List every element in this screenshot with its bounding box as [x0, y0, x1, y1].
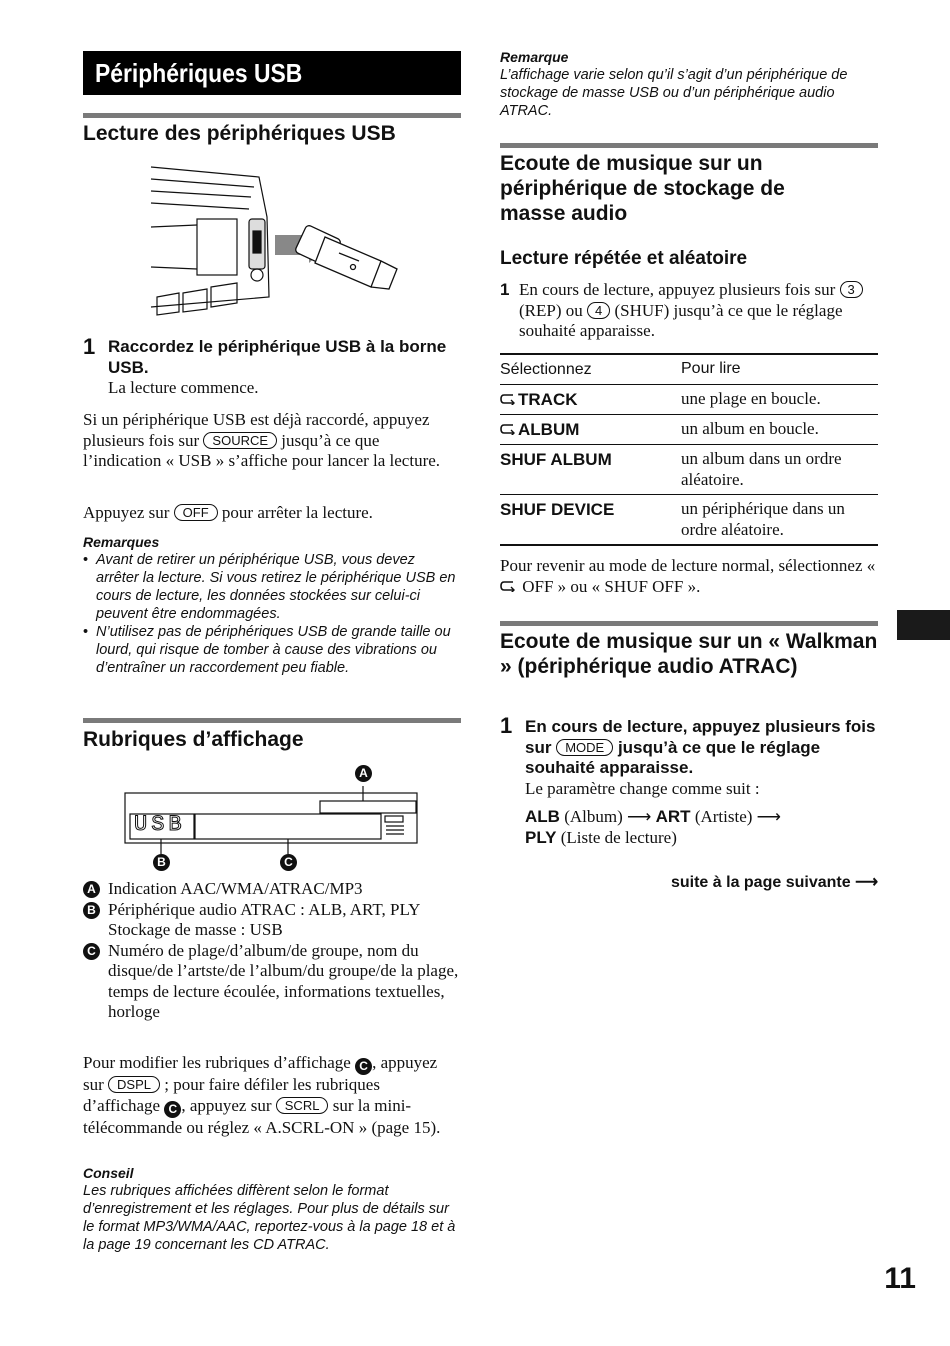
table-cell: SHUF ALBUM — [500, 445, 681, 495]
sequence-code: ALB — [525, 807, 560, 826]
section-heading-mass-storage: Ecoute de musique sur un périphérique de stockage de masse audio — [500, 152, 785, 225]
step-text — [500, 280, 878, 342]
note-item: • Avant de retirer un périphérique USB, vous devez arrêter la lecture. Si vous retirez le périphérique USB en cours de lecture, les données stockées sur celui-ci peuvent être endommagées. — [83, 551, 461, 623]
table-row — [500, 385, 878, 415]
text-segment: ; pour faire défiler les rubriques d’affichage — [83, 1075, 380, 1115]
text-segment: (REP) ou — [519, 300, 583, 320]
sequence-label: (Artiste) — [694, 807, 753, 826]
mode-sequence — [525, 807, 878, 848]
text-segment: Appuyez sur — [83, 503, 170, 522]
column-header: Pour lire — [681, 354, 878, 385]
selection-table — [500, 353, 878, 546]
step-instruction: Raccordez le périphérique USB à la borne USB. — [108, 337, 447, 377]
sequence-label: (Liste de lecture) — [560, 827, 677, 847]
arrow-right-icon: ⟶ — [855, 874, 878, 891]
text-segment: pour arrêter la lecture. — [221, 503, 373, 522]
paragraph-off — [83, 503, 461, 524]
step-number: 1 — [83, 334, 96, 359]
continued-note — [671, 873, 878, 893]
off-button: OFF — [174, 504, 218, 521]
table-cell: un album en boucle. — [681, 415, 878, 445]
section-heading-usb: Lecture des périphériques USB — [83, 122, 396, 145]
arrow-right-icon: ⟶ — [627, 807, 652, 826]
table-cell: une plage en boucle. — [681, 385, 878, 415]
dspl-button: DSPL — [108, 1076, 160, 1093]
page-title: Périphériques USB — [95, 58, 303, 88]
text-segment: , appuyez sur — [181, 1095, 272, 1115]
section-rule — [500, 143, 878, 148]
paragraph-return-normal — [500, 556, 878, 597]
text-segment: (SHUF) jusqu’à ce que le réglage souhaité apparaisse. — [519, 300, 843, 340]
text-segment: OFF » ou « SHUF OFF ». — [522, 576, 701, 596]
section-heading-display: Rubriques d’affichage — [83, 728, 304, 751]
cell-text: ALBUM — [518, 420, 580, 439]
paragraph-dspl — [83, 1053, 461, 1138]
mode-button: MODE — [556, 739, 613, 756]
text-segment: En cours de lecture, appuyez plusieurs fois sur — [525, 717, 876, 757]
section-heading-walkman: Ecoute de musique sur un « Walkman » (périphérique audio ATRAC) — [500, 630, 878, 678]
page-title-bar — [83, 51, 461, 95]
arrow-right-icon: ⟶ — [756, 807, 782, 826]
display-items-list — [83, 879, 461, 1023]
text-segment: jusqu’à ce que l’indication « USB » s’affiche pour lancer la lecture. — [83, 430, 441, 470]
table-row — [500, 445, 878, 495]
item-letter: A — [83, 881, 100, 898]
table-cell: SHUF DEVICE — [500, 495, 681, 546]
list-item — [83, 879, 461, 900]
text-segment: , appuyez sur — [83, 1053, 438, 1094]
remark-title: Remarque — [500, 49, 569, 65]
repeat-icon — [500, 419, 518, 440]
text-segment: En cours de lecture, appuyez plusieurs fois sur — [519, 280, 836, 299]
continued-text: suite à la page suivante — [670, 874, 851, 891]
sequence-code: PLY — [525, 827, 557, 847]
callout-c: C — [280, 854, 297, 871]
step-1-block — [108, 337, 461, 399]
item-letter: C — [83, 943, 100, 960]
sequence-code: ART — [655, 807, 691, 826]
section-rule — [500, 621, 878, 626]
remark-text: L’affichage varie selon qu’il s’agit d’un périphérique de stockage de masse USB ou d’un périphérique audio ATRAC. — [500, 67, 848, 119]
column-header: Sélectionnez — [500, 354, 681, 385]
tip-text: Les rubriques affichées diffèrent selon le format d’enregistrement et les réglages. Pour plus de détails sur le format MP3/WMA/AAC, reportez-vous à la page 18 et à la page 19 concernant les CD ATRAC. — [83, 1183, 456, 1253]
display-diagram — [123, 762, 423, 877]
repeat-icon — [500, 577, 518, 598]
item-text: Indication AAC/WMA/ATRAC/MP3 — [108, 879, 363, 898]
text-segment: sur la mini-télécommande ou réglez « A.SCRL-ON » (page 15). — [83, 1095, 441, 1137]
step-1-repeat — [500, 280, 878, 342]
paragraph-source — [83, 410, 461, 472]
remark-block — [500, 48, 878, 120]
cell-text: TRACK — [518, 390, 578, 409]
display-segment-text: USB — [134, 812, 186, 837]
table-cell: un périphérique dans un ordre aléatoire. — [681, 495, 878, 546]
text-segment: Pour revenir au mode de lecture normal, sélectionnez « — [500, 556, 876, 575]
step-number: 1 — [500, 280, 510, 299]
source-button: SOURCE — [203, 432, 277, 449]
usb-connection-illustration — [149, 157, 399, 317]
step-1-walkman — [525, 717, 878, 848]
step-instruction — [525, 717, 878, 779]
selection-table-wrapper — [500, 353, 878, 546]
table-cell — [500, 415, 681, 445]
repeat-icon — [500, 389, 518, 410]
table-cell — [500, 385, 681, 415]
subheading-repeat-shuffle: Lecture répétée et aléatoire — [500, 248, 748, 269]
tip-title: Conseil — [83, 1165, 134, 1181]
item-letter: C — [164, 1101, 181, 1118]
item-text: Stockage de masse : USB — [108, 920, 283, 939]
note-item: • N’utilisez pas de périphériques USB de grande taille ou lourd, qui risque de tomber à cause des vibrations ou d’entraîner un raccordement peu fiable. — [83, 623, 461, 677]
callout-b: B — [153, 854, 170, 871]
step-result: La lecture commence. — [108, 378, 259, 397]
scrl-button: SCRL — [276, 1097, 329, 1114]
section-rule — [83, 113, 461, 118]
table-cell: un album dans un ordre aléatoire. — [681, 445, 878, 495]
section-rule — [83, 718, 461, 723]
item-letter: B — [83, 902, 100, 919]
callout-a: A — [355, 765, 372, 782]
page-number: 11 — [884, 1262, 916, 1295]
step-result: Le paramètre change comme suit : — [525, 778, 760, 798]
table-header-row — [500, 354, 878, 385]
item-text: Périphérique audio ATRAC : ALB, ART, PLY — [108, 899, 421, 919]
text-segment: Si un périphérique USB est déjà raccordé, appuyez plusieurs fois sur — [83, 410, 430, 450]
item-text: Numéro de plage/d’album/de groupe, nom du disque/de l’artste/de l’album/du groupe/de la plage, temps de lecture écoulée, informations textuelles, horloge — [108, 940, 459, 1021]
step-number: 1 — [500, 713, 513, 738]
rep-button: 3 — [840, 281, 863, 298]
text-segment: Pour modifier les rubriques d’affichage — [83, 1053, 351, 1072]
item-letter: C — [355, 1058, 372, 1075]
table-row — [500, 495, 878, 546]
chapter-tab — [897, 610, 950, 640]
tip-block — [83, 1164, 461, 1254]
table-row — [500, 415, 878, 445]
list-item — [83, 900, 461, 941]
shuf-button: 4 — [587, 302, 610, 319]
list-item — [83, 941, 461, 1023]
text-segment: jusqu’à ce que le réglage souhaité apparaisse. — [525, 737, 821, 777]
usb-plug-icon — [149, 157, 399, 317]
sequence-label: (Album) — [564, 807, 623, 826]
notes-block — [83, 533, 461, 677]
notes-title: Remarques — [83, 534, 160, 550]
